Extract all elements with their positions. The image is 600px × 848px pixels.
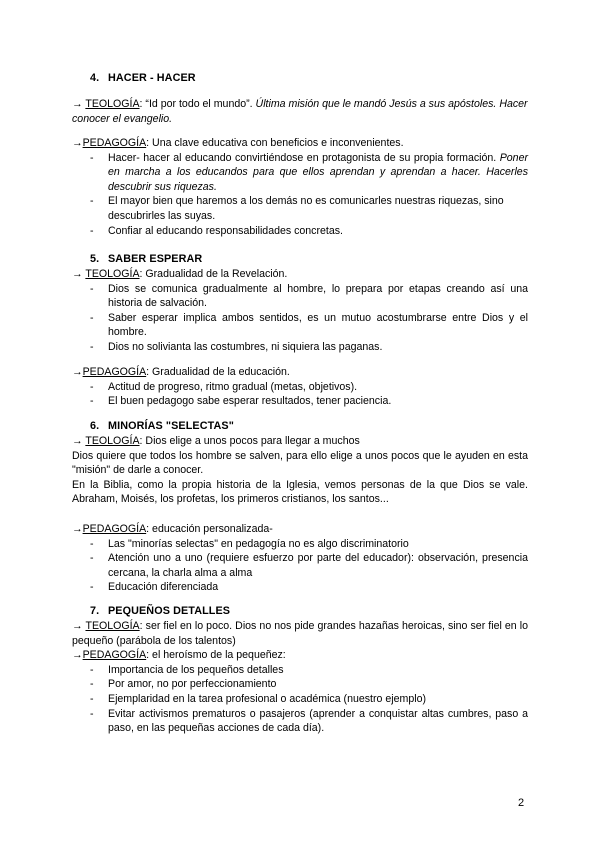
list-item: - Confiar al educando responsabilidades concretas. bbox=[90, 224, 343, 237]
list-item: - Hacer- hacer al educando convirtiéndose en protagonista de su propia formación. Poner en marcha a los educandos para que ellos aprendan y aprendan a hacer. Hacerles descubrir sus riquezas. bbox=[90, 151, 528, 193]
list-item: - El buen pedagogo sabe esperar resultados, tener paciencia. bbox=[90, 395, 392, 408]
teologia-label: TEOLOGÍA bbox=[85, 435, 140, 447]
list-item: - Actitud de progreso, ritmo gradual (metas, objetivos). bbox=[90, 380, 358, 393]
list-item: - Las "minorías selectas" en pedagogía no es algo discriminatorio bbox=[90, 537, 409, 550]
teologia-label: TEOLOGÍA bbox=[85, 98, 140, 110]
pedagogia-label: PEDAGOGÍA bbox=[82, 523, 147, 535]
section-6-ped-list bbox=[72, 537, 528, 595]
list-item: - Dios se comunica gradualmente al hombre, lo prepara por etapas creando así una historia de salvación. bbox=[90, 282, 528, 310]
list-item: - Evitar activismos prematuros o pasajeros (aprender a conquistar altas cumbres, paso a paso, en las pequeñas acciones de cada día). bbox=[90, 707, 528, 735]
list-item: - Ejemplaridad en la tarea profesional o académica (nuestro ejemplo) bbox=[90, 692, 426, 705]
section-5-teologia: → TEOLOGÍA: Gradualidad de la Revelación. - Dios se comunica gradualmente al hombre, lo prepara por etapas creando así una historia de salvación. - Saber esperar implica ambos sentidos, es un mutuo acostumbrarse entre Dios y el hombre. - Dios no solivianta las costumbres, ni siquiera las paganas. bbox=[72, 268, 528, 353]
list-item: - Atención uno a uno (requiere esfuerzo por parte del educador): observación, presencia cercana, la charla alma a alma bbox=[90, 552, 528, 579]
pedagogia-label: PEDAGOGÍA bbox=[82, 649, 147, 662]
section-6-pedagogia: →PEDAGOGÍA: educación personalizada- - Las "minorías selectas" en pedagogía no es algo discriminatorio - Atención uno a uno (requiere esfuerzo por parte del educador): observación, presencia cercana, la charla alma a alma - Educación diferenciada bbox=[72, 523, 528, 594]
page-number: 2 bbox=[518, 797, 525, 809]
section-4-heading: 4. HACER - HACER bbox=[90, 72, 196, 84]
section-6-heading: 6. MINORÍAS "SELECTAS" bbox=[90, 420, 234, 432]
section-7-ped-list bbox=[72, 663, 528, 736]
section-5-teo-list bbox=[72, 282, 528, 355]
pedagogia-label: PEDAGOGÍA bbox=[82, 366, 147, 378]
section-4-list bbox=[72, 151, 528, 239]
teologia-label: TEOLOGÍA bbox=[85, 268, 140, 280]
section-7-content: → TEOLOGÍA: ser fiel en lo poco. Dios no nos pide grandes hazañas heroicas, sino ser fiel en lo pequeño (parábola de los talentos) →PEDAGOGÍA: el heroísmo de la pequeñez: - Importancia de los pequeños detalles - Por amor, no por perfeccionamiento - Ejemplaridad en la tarea profesional o académica (nuestro ejemplo) - Evitar activismos prematuros o pasajeros (aprender a conquistar altas cumbres, paso a paso, en las pequeñas acciones de cada día). bbox=[72, 620, 528, 735]
section-5-pedagogia: →PEDAGOGÍA: Gradualidad de la educación. - Actitud de progreso, ritmo gradual (metas, objetivos). - El buen pedagogo sabe esperar resultados, tener paciencia. bbox=[72, 365, 528, 409]
list-item: - Por amor, no por perfeccionamiento bbox=[90, 678, 277, 691]
list-item: - Educación diferenciada bbox=[90, 581, 219, 594]
pedagogia-label: PEDAGOGÍA bbox=[82, 137, 147, 149]
section-5-heading: 5. SABER ESPERAR bbox=[90, 253, 203, 265]
section-6-paragraph-2: En la Biblia, como la propia historia de la Iglesia, vemos personas de la que Dios se vale. Abraham, Moisés, los profetas, los primeros cristianos, los santos... bbox=[72, 478, 528, 506]
list-item: - El mayor bien que haremos a los demás no es comunicarles nuestras riquezas, sino descubrirles las suyas. bbox=[90, 195, 504, 222]
section-6-teologia: → TEOLOGÍA: Dios elige a unos pocos para llegar a muchos Dios quiere que todos los hombre se salven, para ello elige a unos pocos que le ayuden en esta "misión" de darle a conocer. En la Biblia, como la propia historia de la Iglesia, vemos personas de la que Dios se vale. Abraham, Moisés, los profetas, los primeros cristianos, los santos... bbox=[72, 435, 528, 506]
list-item: - Dios no solivianta las costumbres, ni siquiera las paganas. bbox=[90, 340, 383, 353]
section-4-teologia: → TEOLOGÍA: “Id por todo el mundo”. Última misión que le mandó Jesús a sus apóstoles. Hacer conocer el evangelio. bbox=[72, 98, 528, 125]
section-6-paragraph-1: Dios quiere que todos los hombre se salven, para ello elige a unos pocos que le ayuden en esta "misión" de darle a conocer. bbox=[72, 449, 528, 477]
teologia-label: TEOLOGÍA bbox=[85, 620, 140, 632]
list-item: - Importancia de los pequeños detalles bbox=[90, 663, 284, 676]
section-5-ped-list bbox=[72, 380, 528, 409]
section-4-pedagogia: →PEDAGOGÍA: Una clave educativa con beneficios e inconvenientes. - Hacer- hacer al educando convirtiéndose en protagonista de su propia formación. Poner en marcha a los educandos para que ellos aprendan y aprendan a hacer. Hacerles descubrir sus riquezas. - El mayor bien que haremos a los demás no es comunicarles nuestras riquezas, sino descubrirles las suyas. - Confiar al educando responsabilidades concretas. bbox=[72, 137, 528, 237]
section-7-heading: 7. PEQUEÑOS DETALLES bbox=[90, 605, 231, 617]
list-item: - Saber esperar implica ambos sentidos, es un mutuo acostumbrarse entre Dios y el hombre. bbox=[90, 311, 528, 339]
